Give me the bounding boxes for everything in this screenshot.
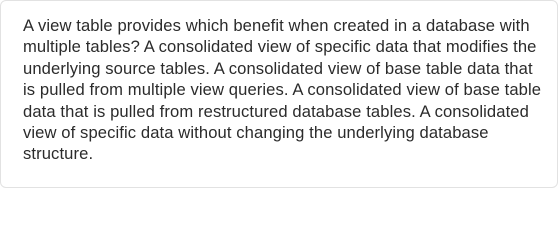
question-text: A view table provides which benefit when created in a database with multiple tables? A consolidated view of specific data that modifies the underlying source tables. A consolidated view of base table data that is pulled from multiple view queries. A consolidated view of base table data that is pulled from restructured database tables. A consolidated view of specific data without changing the underlying database structure.: [23, 16, 542, 164]
